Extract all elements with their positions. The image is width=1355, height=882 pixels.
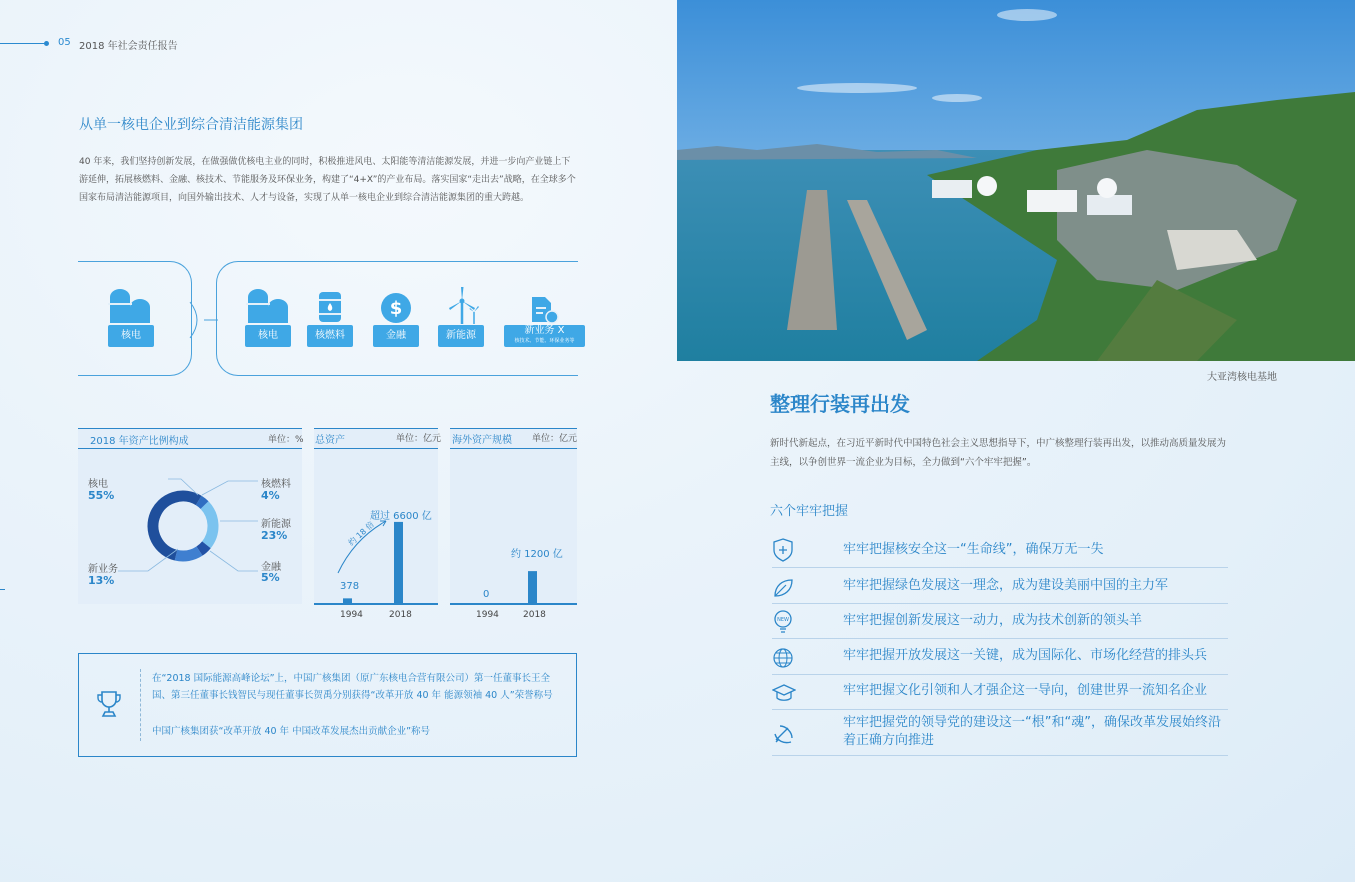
data-label-6600: 超过 6600 亿 [370,511,432,522]
overseas-chart [450,449,577,605]
principle-text-3: 牢牢把握创新发展这一动力，成为技术创新的领头羊 [843,613,1143,628]
donut-slice-金融 [199,545,206,551]
principle-item [772,710,1228,756]
document-chart-icon [530,296,560,324]
slice-value-finance: 5% [261,571,280,584]
donut-slice-核燃料 [199,500,205,505]
section2-title: 整理行装再出发 [770,392,910,416]
data-label-1200: 约 1200 亿 [511,549,563,560]
business-label-new-energy: 新能源 [438,325,484,347]
daya-bay-photo [677,0,1355,361]
donut-unit: 单位：% [268,435,304,445]
donut-title: 2018 年资产比例构成 [90,436,189,447]
slice-value-nuclear: 55% [88,489,115,502]
tick-1994: 1994 [340,610,363,620]
donut-slice-新能源 [205,505,213,545]
photo-illustration [677,0,1355,361]
section1-title: 从单一核电企业到综合清洁能源集团 [79,117,303,133]
principle-item [772,568,1228,604]
report-title: 2018 年社会责任报告 [79,41,178,52]
overseas-title: 海外资产规模 [452,435,512,446]
lightbulb-new-icon [772,609,794,635]
principle-item [772,532,1228,568]
new-business-sub: 核技术、节能、环保业务等 [514,338,575,344]
tick-2018: 2018 [389,610,412,620]
dollar-coin-icon [380,292,412,324]
section2-body: 新时代新起点，在习近平新时代中国特色社会主义思想指导下，中广核整理行装再出发，以推动高质量发展为主线，以争创世界一流企业为目标，全力做到“六个牢牢把握”。 [770,438,1227,468]
wind-turbine-icon [444,286,480,324]
slice-value-new-business: 13% [88,574,115,587]
header-dot [44,41,49,46]
leader-fuel [202,481,258,495]
panel-top-line [78,428,302,429]
slice-value-new-energy: 23% [261,529,288,542]
overseas-bars [528,571,537,603]
award-text-2: 中国广核集团获“改革开放 40 年 中国改革发展杰出贡献企业”称号 [152,726,430,737]
total-assets-title: 总资产 [315,435,345,446]
overseas-unit: 单位：亿元 [532,434,578,444]
header-line [0,43,46,44]
party-emblem-icon [772,722,796,746]
shield-plus-icon [772,538,794,562]
award-text-1: 在“2018 国际能源高峰论坛”上，中国广核集团（原广东核电合营有限公司）第一任董事长王全国、第三任董事长钱智民与现任董事长贺禹分别获得“改革开放 40 年 能源领袖 40 人”荣誉称号 [152,673,553,701]
slice-label-new-business: 新业务 [88,564,118,575]
leader-finance [210,551,258,571]
bar-2018 [528,571,537,603]
slice-label-new-energy: 新能源 [261,519,291,530]
page-number: 05 [58,37,71,48]
total-assets-unit: 单位：亿元 [396,434,442,444]
overseas-baseline [450,603,577,605]
donut-slices [153,496,213,556]
bracket-connector [188,300,220,340]
new-business-label: 新业务 X [524,325,565,336]
slice-label-nuclear: 核电 [88,479,108,490]
growth-annotation: 约 18 倍 [346,519,376,548]
tick-1994: 1994 [476,610,499,620]
business-label-new-business [504,325,585,347]
data-label-378: 378 [340,581,360,592]
data-label-0: 0 [483,589,490,600]
business-label-fuel: 核燃料 [307,325,353,347]
slice-label-fuel: 核燃料 [261,479,291,490]
tick-2018: 2018 [523,610,546,620]
nuclear-plant-icon [246,289,292,323]
principle-item [772,639,1228,675]
graduation-cap-icon [772,683,796,703]
business-label-finance: 金融 [373,325,419,347]
panel-top-line [450,428,577,429]
slice-value-fuel: 4% [261,489,280,502]
svg-text:$: $ [389,298,403,319]
award-box [78,653,577,757]
fuel-barrel-icon [318,290,342,323]
donut-slice-新业务 [176,551,199,556]
principle-text-2: 牢牢把握绿色发展这一理念，成为建设美丽中国的主力军 [843,578,1169,593]
globe-icon [772,647,794,669]
section2-subtitle: 六个牢牢把握 [770,504,849,519]
photo-caption: 大亚湾核电基地 [1207,372,1277,383]
donut-slice-核电 [153,496,199,555]
trophy-icon [96,690,122,718]
slice-label-finance: 金融 [261,562,281,573]
award-separator [140,669,141,741]
bar-2018 [394,522,403,603]
nuclear-plant-icon [108,289,154,323]
principle-text-6: 牢牢把握党的领导党的建设这一“根”和“魂”，确保改革发展始终沿着正确方向推进 [843,715,1221,748]
principle-item [772,604,1228,639]
principle-text-1: 牢牢把握核安全这一“生命线”，确保万无一失 [843,542,1104,557]
leaf-icon [772,577,794,599]
business-label-nuclear: 核电 [245,325,291,347]
side-tick [0,589,5,590]
principle-text-5: 牢牢把握文化引领和人才强企这一导向，创建世界一流知名企业 [843,683,1208,698]
principle-text-4: 牢牢把握开放发展这一关键，成为国际化、市场化经营的排头兵 [843,648,1208,663]
panel-top-line [314,428,438,429]
section1-body: 40 年来，我们坚持创新发展，在做强做优核电主业的同时，积极推进风电、太阳能等清洁能源发展，并进一步向产业链上下游延伸，拓展核燃料、金融、核技术、节能服务及环保业务，构建了“4+X”的产业布局。落实国家“走出去”战略，在全球多个国家布局清洁能源项目，向国外输出技术、人才与设备，实现了从单一核电企业到综合清洁能源集团的重大跨越。 [79,157,576,203]
business-label-nuclear-left: 核电 [108,325,154,347]
total-assets-baseline [314,603,438,605]
svg-text:NEW: NEW [777,617,789,623]
principle-item [772,675,1228,710]
